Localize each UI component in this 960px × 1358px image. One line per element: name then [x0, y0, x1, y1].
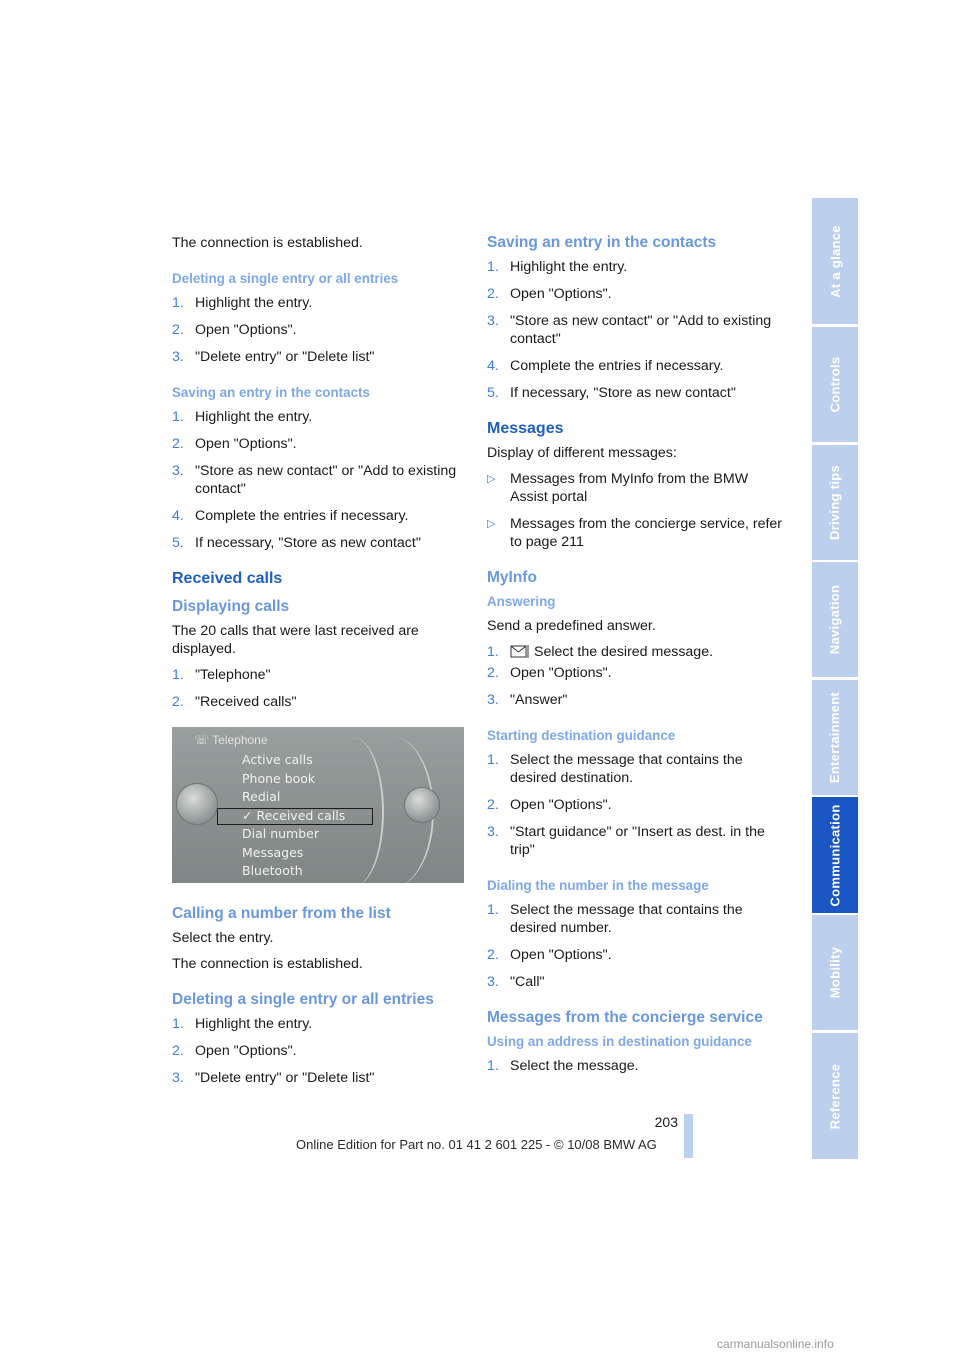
heading-received-calls: Received calls [172, 570, 283, 587]
list-number: 3. [172, 1070, 184, 1086]
list-item [172, 462, 464, 498]
tab-controls[interactable] [812, 327, 858, 442]
list-item [487, 973, 787, 991]
list-number: 3. [487, 824, 499, 840]
list-number: 1. [487, 1058, 499, 1074]
list-number: 2. [487, 947, 499, 963]
list-text: If necessary, "Store as new contact" [195, 535, 421, 551]
list-item [172, 321, 464, 339]
heading-using-address: Using an address in destination guidance [487, 1034, 752, 1049]
starting-steps [487, 751, 787, 859]
watermark: carmanualsonline.info [717, 1337, 834, 1351]
using-steps [487, 1057, 787, 1075]
dialing-steps [487, 901, 787, 991]
list-item [172, 666, 464, 684]
save-steps-2 [487, 258, 787, 402]
list-item [487, 285, 787, 303]
tab-label: At a glance [827, 224, 843, 298]
list-item [487, 1057, 787, 1075]
list-item [487, 796, 787, 814]
list-text: Open "Options". [195, 322, 297, 338]
idrive-screen-image [172, 727, 464, 883]
save-steps [172, 408, 464, 552]
list-text: Open "Options". [510, 665, 612, 681]
list-text: "Telephone" [195, 667, 271, 683]
list-item [487, 515, 787, 551]
delete-steps-2 [172, 1015, 464, 1087]
answering-steps [487, 643, 787, 661]
intro-text: The connection is established. [172, 235, 363, 251]
displaying-steps [172, 666, 464, 711]
controller-button-icon [404, 787, 440, 823]
list-number: 2. [487, 797, 499, 813]
list-text: Highlight the entry. [195, 295, 313, 311]
list-number: 2. [172, 322, 184, 338]
list-number: 1. [487, 902, 499, 918]
heading-delete-entry: Deleting a single entry or all entries [172, 271, 399, 286]
displaying-text: The 20 calls that were last received are displayed. [172, 623, 419, 657]
messages-bullets [487, 470, 787, 551]
screen-menu-item: Active calls [242, 752, 313, 767]
list-item [487, 901, 787, 937]
list-number: 5. [487, 385, 499, 401]
list-text: Highlight the entry. [195, 409, 313, 425]
list-number: 3. [487, 974, 499, 990]
list-item [172, 1042, 464, 1060]
list-item [172, 294, 464, 312]
list-item [172, 348, 464, 366]
heading-messages: Messages [487, 420, 564, 437]
list-item [487, 258, 787, 276]
list-text: Open "Options". [195, 1043, 297, 1059]
envelope-icon [510, 645, 530, 658]
list-number: 4. [487, 358, 499, 374]
heading-displaying-calls: Displaying calls [172, 598, 290, 615]
screen-menu-item: Messages [242, 844, 304, 860]
list-number: 2. [172, 436, 184, 452]
calling-text-1: Select the entry. [172, 930, 274, 946]
tab-mobility[interactable] [812, 915, 858, 1030]
calling-text-2: The connection is established. [172, 956, 363, 972]
list-number: 2. [172, 1043, 184, 1059]
list-number: 5. [172, 535, 184, 551]
list-number: ▷ [487, 518, 496, 530]
tab-label: Entertainment [827, 691, 843, 784]
screen-title: ☏ Telephone [194, 733, 268, 747]
right-column [487, 234, 787, 1084]
list-number: 3. [172, 349, 184, 365]
telephone-icon: ☏ [194, 733, 213, 747]
answering-text: Send a predefined answer. [487, 618, 656, 634]
list-number: 1. [487, 259, 499, 275]
list-text: "Store as new contact" or "Add to existing contact" [195, 463, 457, 497]
list-text: "Call" [510, 974, 545, 990]
list-text: "Delete entry" or "Delete list" [195, 349, 375, 365]
list-text: "Received calls" [195, 694, 297, 710]
heading-delete-entry-2: Deleting a single entry or all entries [172, 991, 434, 1008]
list-number: 1. [172, 295, 184, 311]
list-number: 3. [487, 692, 499, 708]
list-number: 3. [487, 313, 499, 329]
list-text: If necessary, "Store as new contact" [510, 385, 736, 401]
list-number: 4. [172, 508, 184, 524]
heading-myinfo: MyInfo [487, 569, 537, 586]
list-item [487, 664, 787, 682]
list-text: Open "Options". [510, 286, 612, 302]
page-number-stripe [684, 1114, 693, 1158]
screen-menu-item: Dial number [242, 826, 319, 841]
list-text: Messages from the concierge service, refer to page 211 [510, 516, 783, 550]
messages-text: Display of different messages: [487, 445, 677, 461]
list-number: 1. [172, 667, 184, 683]
tab-label: Driving tips [827, 464, 843, 541]
left-column [172, 234, 464, 1096]
list-number: ▷ [487, 473, 496, 485]
list-item [487, 946, 787, 964]
list-item [172, 408, 464, 426]
page-number: 203 [654, 1114, 678, 1130]
list-text: Complete the entries if necessary. [510, 358, 724, 374]
heading-answering: Answering [487, 594, 556, 609]
list-text: "Store as new contact" or "Add to existing contact" [510, 313, 772, 347]
tab-navigation[interactable] [812, 562, 858, 677]
heading-starting-guidance: Starting destination guidance [487, 728, 676, 743]
list-item [172, 1015, 464, 1033]
list-number: 3. [172, 463, 184, 479]
list-number: 1. [172, 409, 184, 425]
tab-reference[interactable] [812, 1033, 858, 1159]
tab-label: Reference [827, 1063, 843, 1129]
list-text: "Start guidance" or "Insert as dest. in the trip" [510, 824, 765, 858]
tab-label: Controls [827, 356, 843, 413]
list-item [172, 693, 464, 711]
list-item [172, 507, 464, 525]
screen-menu-item: ✓ Received calls [242, 807, 346, 823]
heading-calling-number: Calling a number from the list [172, 905, 391, 922]
list-item [487, 384, 787, 402]
list-text: Select the message. [510, 1058, 639, 1074]
list-text: Open "Options". [510, 797, 612, 813]
tab-entertainment[interactable] [812, 680, 858, 795]
answering-steps-rest [487, 664, 787, 709]
heading-dialing-number: Dialing the number in the message [487, 878, 709, 893]
list-text: Open "Options". [195, 436, 297, 452]
list-number: 2. [172, 694, 184, 710]
list-number: 2. [487, 665, 499, 681]
list-item [172, 534, 464, 552]
tab-label: Communication [827, 803, 843, 907]
list-number: 1. [172, 1016, 184, 1032]
list-number: 1. [487, 752, 499, 768]
list-text: Select the message that contains the desired number. [510, 902, 743, 936]
list-item [487, 312, 787, 348]
heading-save-entry-2: Saving an entry in the contacts [487, 234, 717, 251]
list-text: Highlight the entry. [510, 259, 628, 275]
list-text: Complete the entries if necessary. [195, 508, 409, 524]
heading-concierge: Messages from the concierge service [487, 1009, 763, 1026]
screen-selection-box [217, 808, 373, 825]
list-text: "Delete entry" or "Delete list" [195, 1070, 375, 1086]
list-text: "Answer" [510, 692, 568, 708]
list-text: Messages from MyInfo from the BMW Assist portal [510, 471, 749, 505]
tab-at-a-glance[interactable] [812, 198, 858, 324]
list-item [487, 691, 787, 709]
list-item [487, 470, 787, 506]
list-item [172, 1069, 464, 1087]
tab-label: Mobility [827, 946, 843, 999]
list-text: Open "Options". [510, 947, 612, 963]
list-item [172, 435, 464, 453]
footer-text: Online Edition for Part no. 01 41 2 601 225 - © 10/08 BMW AG [296, 1137, 657, 1152]
screen-menu-item: Redial [242, 789, 281, 804]
list-item [487, 823, 787, 859]
tab-driving-tips[interactable] [812, 445, 858, 560]
delete-steps [172, 294, 464, 366]
tab-communication[interactable] [812, 797, 858, 913]
list-text: Select the message that contains the desired destination. [510, 752, 743, 786]
controller-knob-icon [176, 783, 218, 825]
list-item [487, 357, 787, 375]
list-item [487, 751, 787, 787]
screen-menu-item: Bluetooth [242, 863, 303, 878]
tab-label: Navigation [827, 584, 843, 655]
list-text: Highlight the entry. [195, 1016, 313, 1032]
heading-save-entry: Saving an entry in the contacts [172, 385, 370, 400]
list-item: 1. Select the desired message. [487, 644, 714, 660]
list-number: 2. [487, 286, 499, 302]
screen-menu-item: Phone book [242, 770, 316, 786]
